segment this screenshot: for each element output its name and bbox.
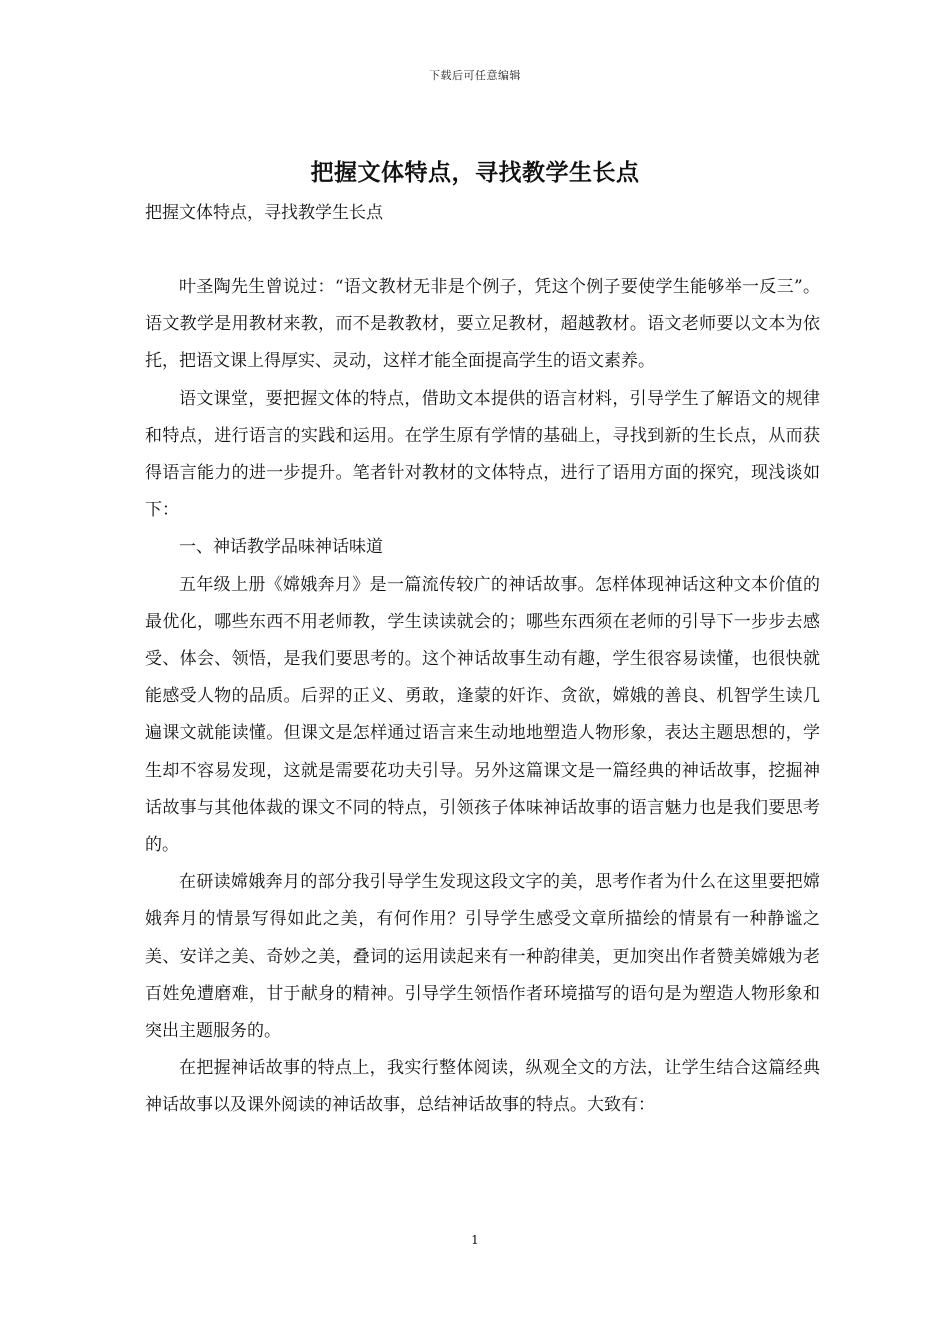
section-heading-myth: 一、神话教学品味神话味道 (179, 537, 383, 558)
document-title: 把握文体特点，寻找教学生长点 (310, 159, 640, 186)
paragraph-classroom: 语文课堂，要把握文体的特点，借助文本提供的语言材料，引导学生了解语文的规律和特点，进行语言的实践和运用。在学生原有学情的基础上，寻找到新的生长点，从而获得语言能力的进一步提升。笔者针对教材的文体特点，进行了语用方面的探究，现浅谈如下： (145, 388, 820, 521)
body-text (145, 269, 820, 1125)
paragraph-change-e: 五年级上册《嫦娥奔月》是一篇流传较广的神话故事。怎样体现神话这种文本价值的最优化，哪些东西不用老师教，学生读读就会的；哪些东西须在老师的引导下一步步去感受、体会、领悟，是我们要思考的。这个神话故事生动有趣，学生很容易读懂，也很快就能感受人物的品质。后羿的正义、勇敢，逢蒙的奸诈、贪欲，嫦娥的善良、机智学生读几遍课文就能读懂。但课文是怎样通过语言来生动地地塑造人物形象，表达主题思想的，学生却不容易发现，这就是需要花功夫引导。另外这篇课文是一篇经典的神话故事，挖掘神话故事与其他体裁的课文不同的特点，引领孩子体味神话故事的语言魅力也是我们要思考的。 (145, 574, 820, 856)
paragraph-features: 在把握神话故事的特点上，我实行整体阅读，纵观全文的方法，让学生结合这篇经典神话故事以及课外阅读的神话故事，总结神话故事的特点。大致有： (145, 1058, 820, 1116)
header-note: 下载后可任意编辑 (429, 69, 521, 82)
page-number: 1 (471, 1233, 479, 1247)
document-subtitle: 把握文体特点，寻找教学生长点 (145, 203, 383, 223)
paragraph-study: 在研读嫦娥奔月的部分我引导学生发现这段文字的美，思考作者为什么在这里要把嫦娥奔月的情景写得如此之美，有何作用？引导学生感受文章所描绘的情景有一种静谧之美、安详之美、奇妙之美，叠词的运用读起来有一种韵律美，更加突出作者赞美嫦娥为老百姓免遭磨难，甘于献身的精神。引导学生领悟作者环境描写的语句是为塑造人物形象和突出主题服务的。 (145, 872, 820, 1042)
paragraph-intro: 叶圣陶先生曾说过：“语文教材无非是个例子，凭这个例子要使学生能够举一反三”。语文教学是用教材来教，而不是教教材，要立足教材，超越教材。语文老师要以文本为依托，把语文课上得厚实、灵动，这样才能全面提高学生的语文素养。 (145, 277, 820, 372)
